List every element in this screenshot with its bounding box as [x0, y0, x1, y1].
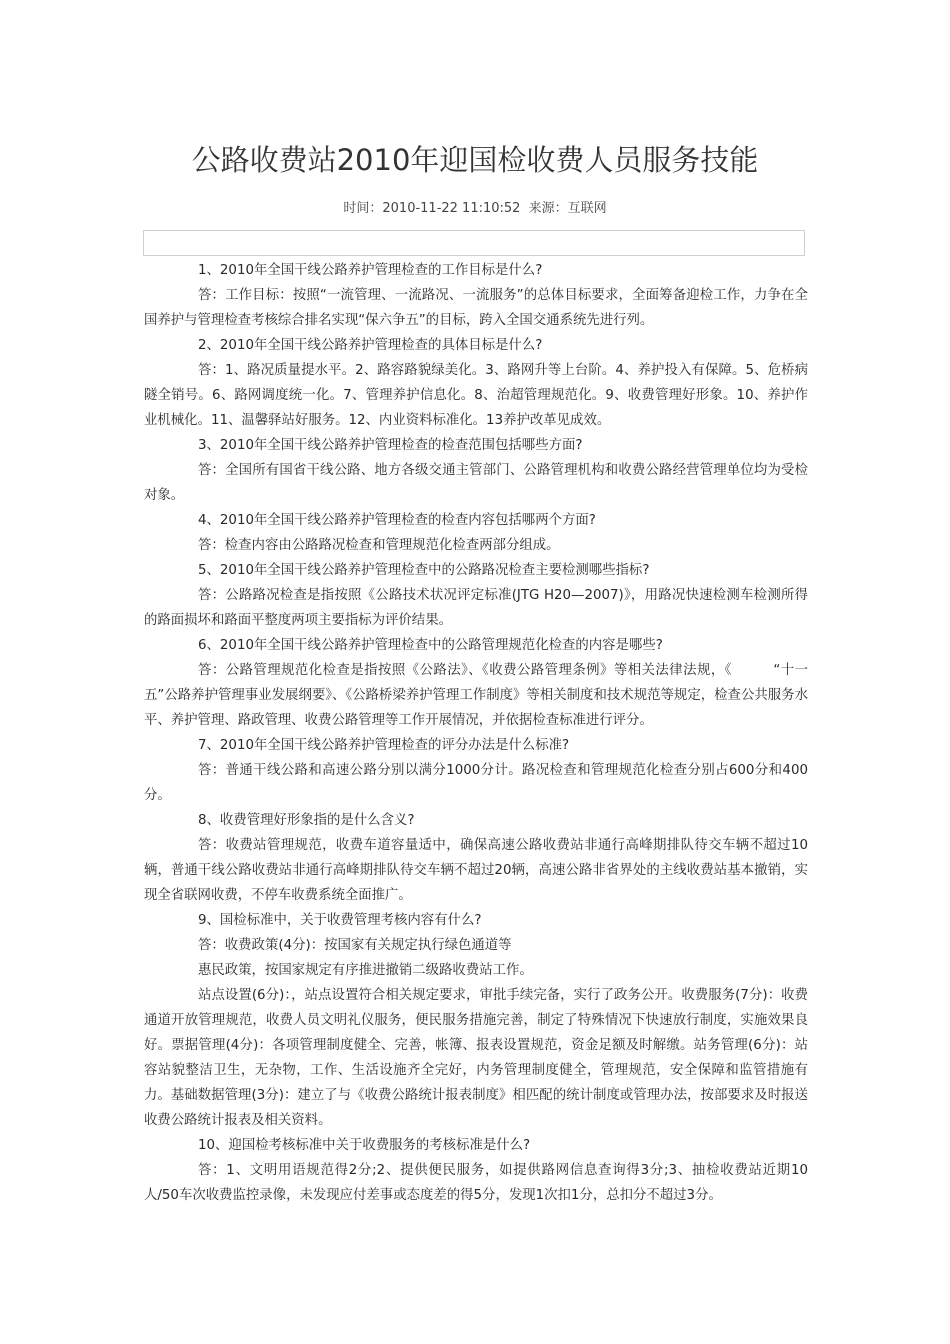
page-title: 公路收费站2010年迎国检收费人员服务技能 — [191, 143, 759, 177]
question-8: 8、收费管理好形象指的是什么含义? — [198, 813, 415, 828]
question-7: 7、2010年全国干线公路养护管理检查的评分办法是什么标准? — [198, 738, 570, 753]
answer-5: 答：公路路况检查是指按照《公路技术状况评定标准(JTG H20—2007)》，用路况快速检测车检测所得的路面损坏和路面平整度两项主要指标为评价结果。 — [144, 588, 808, 628]
publish-time: 时间：2010-11-22 11:10:52 — [343, 201, 521, 216]
answer-7: 答：普通干线公路和高速公路分别以满分1000分计。路况检查和管理规范化检查分别占600分和400分。 — [144, 763, 808, 803]
answer-9-part-2: 惠民政策，按国家规定有序推进撤销二级路收费站工作。 — [198, 963, 533, 978]
answer-9-part-1: 答：收费政策(4分)：按国家有关规定执行绿色通道等 — [198, 938, 512, 953]
answer-6: 答：公路管理规范化检查是指按照《公路法》、《收费公路管理条例》等相关法律法规，《 “十一五”公路养护管理事业发展纲要》、《公路桥梁养护管理工作制度》等相关制度和技术规范等规定，检查公共服务水平、养护管理、路政管理、收费公路管理等工作开展情况，并依据检查标准进行评分。 — [144, 663, 808, 728]
answer-2: 答：1、路况质量提水平。2、路容路貌绿美化。3、路网升等上台阶。4、养护投入有保障。5、危桥病隧全销号。6、路网调度统一化。7、管理养护信息化。8、治超管理规范化。9、收费管理好形象。10、养护作业机械化。11、温馨驿站好服务。12、内业资料标准化。13养护改革见成效。 — [144, 363, 808, 428]
answer-4: 答：检查内容由公路路况检查和管理规范化检查两部分组成。 — [198, 538, 560, 553]
article-source: 来源：互联网 — [528, 201, 607, 216]
question-5: 5、2010年全国干线公路养护管理检查中的公路路况检查主要检测哪些指标? — [198, 563, 650, 578]
answer-8: 答：收费站管理规范，收费车道容量适中，确保高速公路收费站非通行高峰期排队待交车辆不超过10辆，普通干线公路收费站非通行高峰期排队待交车辆不超过20辆，高速公路非省界处的主线收费站基本撤销，实现全省联网收费，不停车收费系统全面推广。 — [144, 838, 808, 903]
article-body — [144, 258, 808, 1208]
question-2: 2、2010年全国干线公路养护管理检查的具体目标是什么? — [198, 338, 543, 353]
question-10: 10、迎国检考核标准中关于收费服务的考核标准是什么? — [198, 1138, 531, 1153]
question-4: 4、2010年全国干线公路养护管理检查的检查内容包括哪两个方面? — [198, 513, 596, 528]
article-meta — [0, 198, 950, 220]
empty-info-box — [143, 230, 805, 256]
answer-10: 答：1、文明用语规范得2分;2、提供便民服务，如提供路网信息查询得3分;3、抽检收费站近期10人/50车次收费监控录像，未发现应付差事或态度差的得5分，发现1次扣1分，总扣分不超过3分。 — [144, 1163, 808, 1203]
answer-9-part-3: 站点设置(6分)：，站点设置符合相关规定要求，审批手续完备，实行了政务公开。收费服务(7分)：收费通道开放管理规范，收费人员文明礼仪服务，便民服务措施完善，制定了特殊情况下快速放行制度，实施效果良好。票据管理(4分)：各项管理制度健全、完善，帐簿、报表设置规范，资金足额及时解缴。站务管理(6分)：站容站貌整洁卫生，无杂物，工作、生活设施齐全完好，内务管理制度健全，管理规范，安全保障和监管措施有力。基础数据管理(3分)：建立了与《收费公路统计报表制度》相匹配的统计制度或管理办法，按部要求及时报送收费公路统计报表及相关资料。 — [144, 988, 808, 1128]
question-9: 9、国检标准中，关于收费管理考核内容有什么? — [198, 913, 482, 928]
question-1: 1、2010年全国干线公路养护管理检查的工作目标是什么? — [198, 263, 543, 278]
question-3: 3、2010年全国干线公路养护管理检查的检查范围包括哪些方面? — [198, 438, 583, 453]
answer-1: 答：工作目标：按照“一流管理、一流路况、一流服务”的总体目标要求，全面筹备迎检工作，力争在全国养护与管理检查考核综合排名实现“保六争五”的目标，跨入全国交通系统先进行列。 — [144, 288, 808, 328]
question-6: 6、2010年全国干线公路养护管理检查中的公路管理规范化检查的内容是哪些? — [198, 638, 663, 653]
answer-3: 答：全国所有国省干线公路、地方各级交通主管部门、公路管理机构和收费公路经营管理单位均为受检对象。 — [144, 463, 808, 503]
